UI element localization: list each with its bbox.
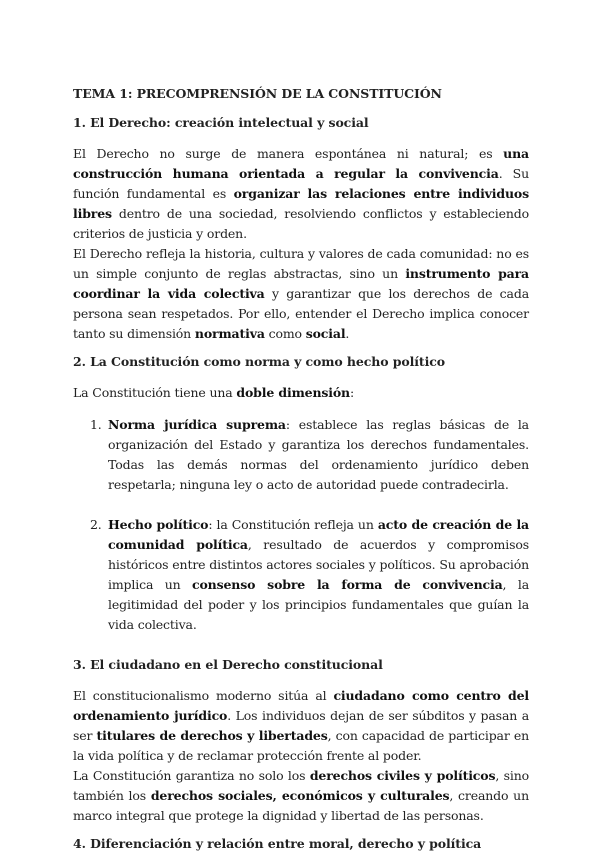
- section-2: [73, 354, 529, 635]
- list-item: 2. Hecho político: la Constitución refleja un acto de creación de la comunidad política, resultado de acuerdos y compromisos históricos entre distintos actores sociales y políticos. Su aprobación implica un consenso sobre la forma de convivencia, la legitimidad del poder y los principios fundamentales que guían la vida colectiva.: [90, 517, 530, 632]
- section-2-intro: La Constitución tiene una doble dimensión:: [73, 385, 355, 400]
- section-3-paragraph-1: El constitucionalismo moderno sitúa al ciudadano como centro del ordenamiento jurídico. Los individuos dejan de ser súbditos y pasan a ser titulares de derechos y libertades, con capacidad de participar en la vida política y de reclamar protección frente al poder.: [73, 688, 530, 763]
- section-3-heading: 3. El ciudadano en el Derecho constitucional: [73, 657, 383, 672]
- section-4-heading: 4. Diferenciación y relación entre moral, derecho y política: [73, 836, 482, 851]
- section-2-heading: 2. La Constitución como norma y como hecho político: [73, 354, 445, 369]
- document-title: TEMA 1: PRECOMPRENSIÓN DE LA CONSTITUCIÓN: [73, 86, 442, 101]
- list-item: 1. Norma jurídica suprema: establece las reglas básicas de la organización del Estado y garantiza los derechos fundamentales. Todas las demás normas del ordenamiento jurídico deben respetarla; ninguna ley o acto de autoridad puede contradecirla.: [90, 417, 529, 492]
- dimension-list: [73, 415, 529, 635]
- section-1: [73, 115, 529, 344]
- section-1-paragraph-2: El Derecho refleja la historia, cultura y valores de cada comunidad: no es un simple conjunto de reglas abstractas, sino un instrumento para coordinar la vida colectiva y garantizar que los derechos de cada persona sean respetados. Por ello, entender el Derecho implica conocer tanto su dimensión normativa como social.: [73, 246, 529, 341]
- section-3: [73, 657, 529, 826]
- section-4: [73, 836, 529, 851]
- document-page: [73, 86, 529, 865]
- section-3-paragraph-2: La Constitución garantiza no solo los derechos civiles y políticos, sino también los derechos sociales, económicos y culturales, creando un marco integral que protege la dignidad y libertad de las personas.: [73, 768, 530, 823]
- section-1-heading: 1. El Derecho: creación intelectual y social: [73, 115, 369, 130]
- section-1-paragraph-1: El Derecho no surge de manera espontánea ni natural; es una construcción humana orientada a regular la convivencia. Su función fundamental es organizar las relaciones entre individuos libres dentro de una sociedad, resolviendo conflictos y estableciendo criterios de justicia y orden.: [73, 146, 529, 241]
